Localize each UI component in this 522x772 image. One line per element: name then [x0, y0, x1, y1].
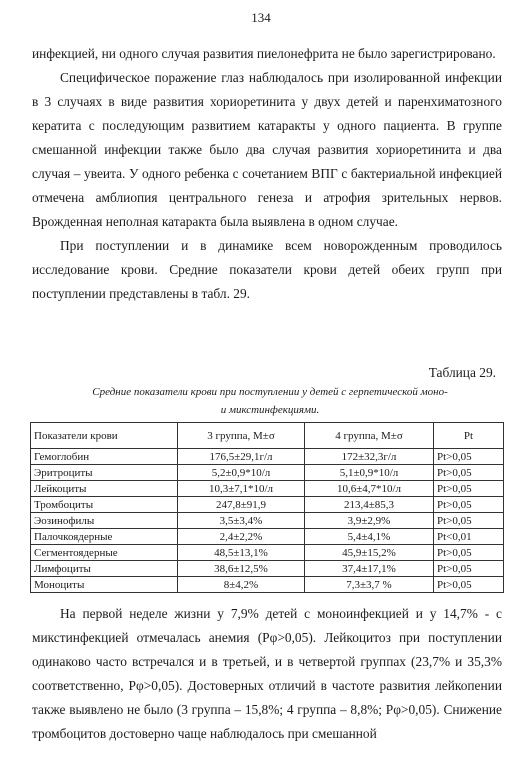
header-group-3: 3 группа, M±σ	[178, 423, 305, 449]
blood-indices-table	[30, 422, 504, 593]
cell-group-4: 213,4±85,3	[305, 497, 434, 513]
cell-indicator: Лимфоциты	[31, 561, 178, 577]
cell-indicator: Сегментоядерные	[31, 545, 178, 561]
cell-group-4: 37,4±17,1%	[305, 561, 434, 577]
cell-group-3: 3,5±3,4%	[178, 513, 305, 529]
header-indicator: Показатели крови	[31, 423, 178, 449]
page-number: 134	[251, 10, 271, 25]
cell-pt: Pt>0,05	[434, 561, 504, 577]
table-row	[31, 497, 504, 513]
header-pt: Pt	[434, 423, 504, 449]
cell-pt: Pt>0,05	[434, 513, 504, 529]
cell-group-3: 176,5±29,1г/л	[178, 449, 305, 465]
table-row	[31, 545, 504, 561]
table-row	[31, 481, 504, 497]
cell-group-3: 38,6±12,5%	[178, 561, 305, 577]
table-title: Средние показатели крови при поступлении у детей с герпетической моно- и микстинфекциями.	[92, 386, 448, 416]
header-group-4: 4 группа, M±σ	[305, 423, 434, 449]
cell-indicator: Моноциты	[31, 577, 178, 593]
paragraph-eye-lesions: Специфическое поражение глаз наблюдалось при изолированной инфекции в 3 случаях в виде развития хориоретинита у двух детей и паренхиматозного кератита с последующим развитием катаракты у одного пациента. В группе смешанной инфекции также было два случая развития хориоретинита и два случая – увеита. У одного ребенка с сочетанием ВПГ с бактериальной инфекцией отмечена амблиопия центрального генеза и атрофия зрительных нервов. Врожденная неполная катаракта была выявлена в одном случае.	[32, 70, 502, 229]
cell-group-4: 7,3±3,7 %	[305, 577, 434, 593]
cell-pt: Pt>0,05	[434, 481, 504, 497]
table-row	[31, 449, 504, 465]
table-row	[31, 529, 504, 545]
cell-group-3: 10,3±7,1*10/л	[178, 481, 305, 497]
cell-pt: Pt>0,05	[434, 465, 504, 481]
cell-group-4: 5,1±0,9*10/л	[305, 465, 434, 481]
cell-group-4: 5,4±4,1%	[305, 529, 434, 545]
bottom-text	[32, 602, 502, 746]
cell-group-4: 3,9±2,9%	[305, 513, 434, 529]
top-text	[32, 42, 502, 306]
cell-pt: Pt>0,05	[434, 545, 504, 561]
cell-group-3: 2,4±2,2%	[178, 529, 305, 545]
paragraph-continuation: инфекцией, ни одного случая развития пиелонефрита не было зарегистрировано.	[32, 46, 496, 61]
cell-group-3: 48,5±13,1%	[178, 545, 305, 561]
table-row	[31, 465, 504, 481]
table-header-row	[31, 423, 504, 449]
cell-group-3: 247,8±91,9	[178, 497, 305, 513]
paragraph-blood-study: При поступлении и в динамике всем новорожденным проводилось исследование крови. Средние показатели крови детей обеих групп при поступлении представлены в табл. 29.	[32, 238, 502, 301]
cell-indicator: Палочкоядерные	[31, 529, 178, 545]
cell-group-3: 5,2±0,9*10/л	[178, 465, 305, 481]
cell-indicator: Эритроциты	[31, 465, 178, 481]
cell-group-4: 45,9±15,2%	[305, 545, 434, 561]
cell-indicator: Гемоглобин	[31, 449, 178, 465]
cell-group-4: 172±32,3г/л	[305, 449, 434, 465]
table-row	[31, 577, 504, 593]
paragraph-anemia-leukocytosis: На первой неделе жизни у 7,9% детей с моноинфекцией и у 14,7% - с микстинфекцией отмечалась анемия (Pφ>0,05). Лейкоцитоз при поступлении одинаково часто встречался и в третьей, и в четвертой группах (23,7% и 35,3% соответственно, Pφ>0,05). Достоверных отличий в частоте развития лейкопении также выявлено не было (3 группа – 15,8%; 4 группа – 8,8%; Pφ>0,05). Снижение тромбоцитов достоверно чаще наблюдалось при смешанной	[32, 606, 502, 741]
cell-group-4: 10,6±4,7*10/л	[305, 481, 434, 497]
cell-group-3: 8±4,2%	[178, 577, 305, 593]
cell-indicator: Лейкоциты	[31, 481, 178, 497]
table-row	[31, 561, 504, 577]
cell-indicator: Тромбоциты	[31, 497, 178, 513]
table-row	[31, 513, 504, 529]
cell-pt: Pt>0,05	[434, 497, 504, 513]
cell-pt: Pt>0,05	[434, 577, 504, 593]
cell-pt: Pt<0,01	[434, 529, 504, 545]
cell-pt: Pt>0,05	[434, 449, 504, 465]
table-label: Таблица 29.	[428, 365, 496, 380]
cell-indicator: Эозинофилы	[31, 513, 178, 529]
